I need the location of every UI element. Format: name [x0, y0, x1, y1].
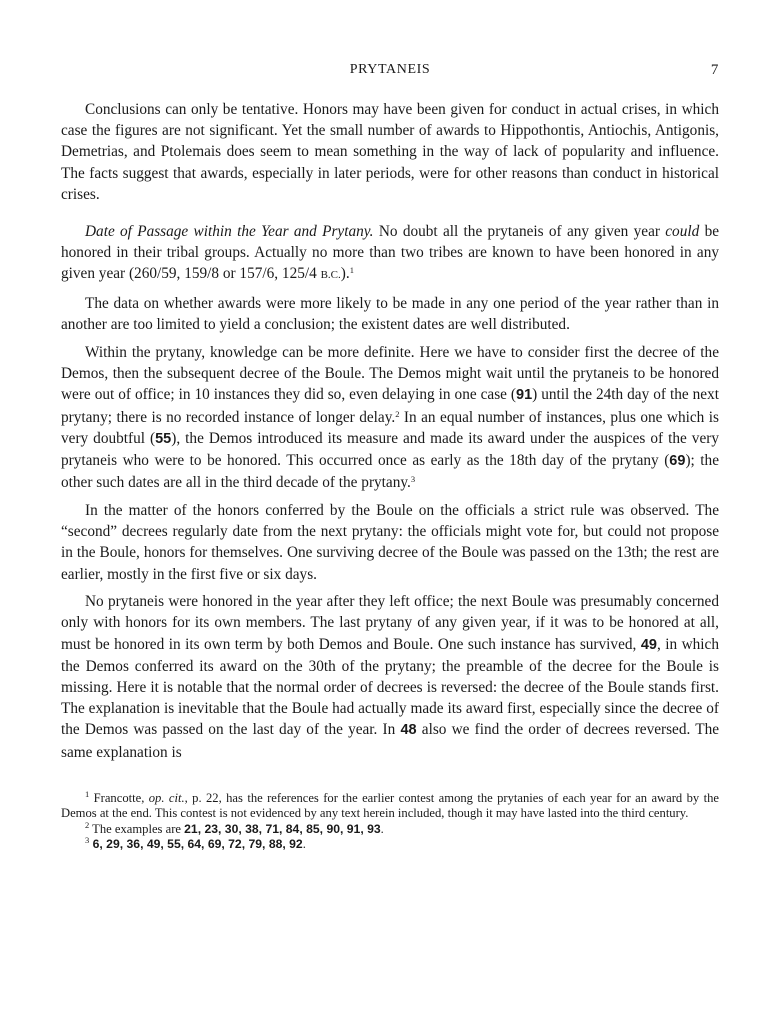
- running-title: PRYTANEIS: [349, 62, 431, 77]
- inscription-number-list: 6, 29, 36, 49, 55, 64, 69, 72, 79, 88, 92: [89, 837, 303, 852]
- footnotes: [61, 788, 719, 853]
- inscription-number: 91: [516, 387, 533, 404]
- book-page: [61, 62, 719, 853]
- bc-abbreviation: B.C.: [320, 269, 341, 282]
- footnote-ref-3: 3: [410, 474, 416, 485]
- paragraph-conclusions: Conclusions can only be tentative. Honors may have been given for conduct in actual crises, in which case the figures are not significant. Yet the small number of awards to Hippothontis, Antiochis, Antigonis, Demetrias, and Ptolemais does seem to mean something in the way of lack of popularity and influence. The facts suggest that awards, especially in later periods, were for other reasons than conduct in historical crises.: [61, 101, 719, 203]
- footnote-1: $^1$ Francotte, op. cit., p. 22, has the references for the earlier contest among the prytanies of each year for an award by the Demos at the end. This contest is not evidenced by any text herein included, though it may have lasted into the third century.: [61, 788, 719, 821]
- emphasis-could: could: [665, 223, 700, 241]
- paragraph-data-awards: The data on whether awards were more likely to be made in any one period of the year rather than in another are too limited to yield a conclusion; the existent dates are well distributed.: [61, 295, 719, 334]
- inscription-number-list: 21, 23, 30, 38, 71, 84, 85, 90, 91, 93: [184, 821, 381, 836]
- body-text: [61, 99, 719, 763]
- page-number: 7: [710, 62, 719, 78]
- inscription-number: 55: [155, 430, 172, 447]
- footnote-2: $^2$ The examples are 21, 23, 30, 38, 71, 84, 85, 90, 91, 93.: [85, 819, 384, 836]
- footnote-ref-2: 2: [395, 408, 400, 419]
- running-header: [61, 62, 719, 84]
- footnote-3: $^3$ 6, 29, 36, 49, 55, 64, 69, 72, 79, 88, 92.: [85, 835, 306, 852]
- paragraph-date-of-passage: Date of Passage within the Year and Prytany. No doubt all the prytaneis of any given year could be honored in their tribal groups. Actually no more than two tribes are known to have been honored in any given year (260/59, 159/8 or 157/6, 125/4 B.C.).$^1$: [61, 223, 720, 283]
- paragraph-within-prytany: Within the prytany, knowledge can be more definite. Here we have to consider first the decree of the Demos, then the subsequent decree of the Boule. The Demos might wait until the prytaneis to be honored were out of office; in 10 instances they did so, even delaying in one case (91) until the 24th day of the next prytany; there is no recorded instance of longer delay.$^2$ In an equal number of instances, plus one which is very doubtful (55), the Demos introduced its measure and made its award under the auspices of the very prytaneis who were to be honored. This occurred once as early as the 18th day of the prytany (69); the other such dates are all in the third decade of the prytany.$^3$: [61, 344, 719, 492]
- paragraph-boule-honors: In the matter of the honors conferred by the Boule on the officials a strict rule was observed. The “second” decrees regularly date from the next prytany: the officials might vote for, but could not propose in the Boule, honors for themselves. One surviving decree of the Boule was passed on the 13th; the rest are earlier, mostly in the first five or six days.: [61, 501, 719, 583]
- paragraph-no-prytaneis: No prytaneis were honored in the year after they left office; the next Boule was presumably concerned only with honors for its own members. The last prytany of any given year, if it was to be honored at all, must be honored in its own term by both Demos and Boule. One such instance has survived, 49, in which the Demos conferred its award on the 30th of the prytany; the preamble of the decree for the Boule is missing. Here it is notable that the normal order of decrees is reversed: the decree of the Boule stands first. The explanation is inevitable that the Boule had actually made its award first, especially since the decree of the Demos was passed on the last day of the year. In 48 also we find the order of decrees reversed. The same explanation is: [61, 593, 720, 761]
- inscription-number: 49: [640, 636, 657, 653]
- inscription-number: 69: [669, 453, 686, 470]
- inscription-number: 48: [400, 722, 417, 739]
- footnote-ref-1: 1: [349, 265, 354, 276]
- section-heading: Date of Passage within the Year and Prytany.: [85, 223, 374, 241]
